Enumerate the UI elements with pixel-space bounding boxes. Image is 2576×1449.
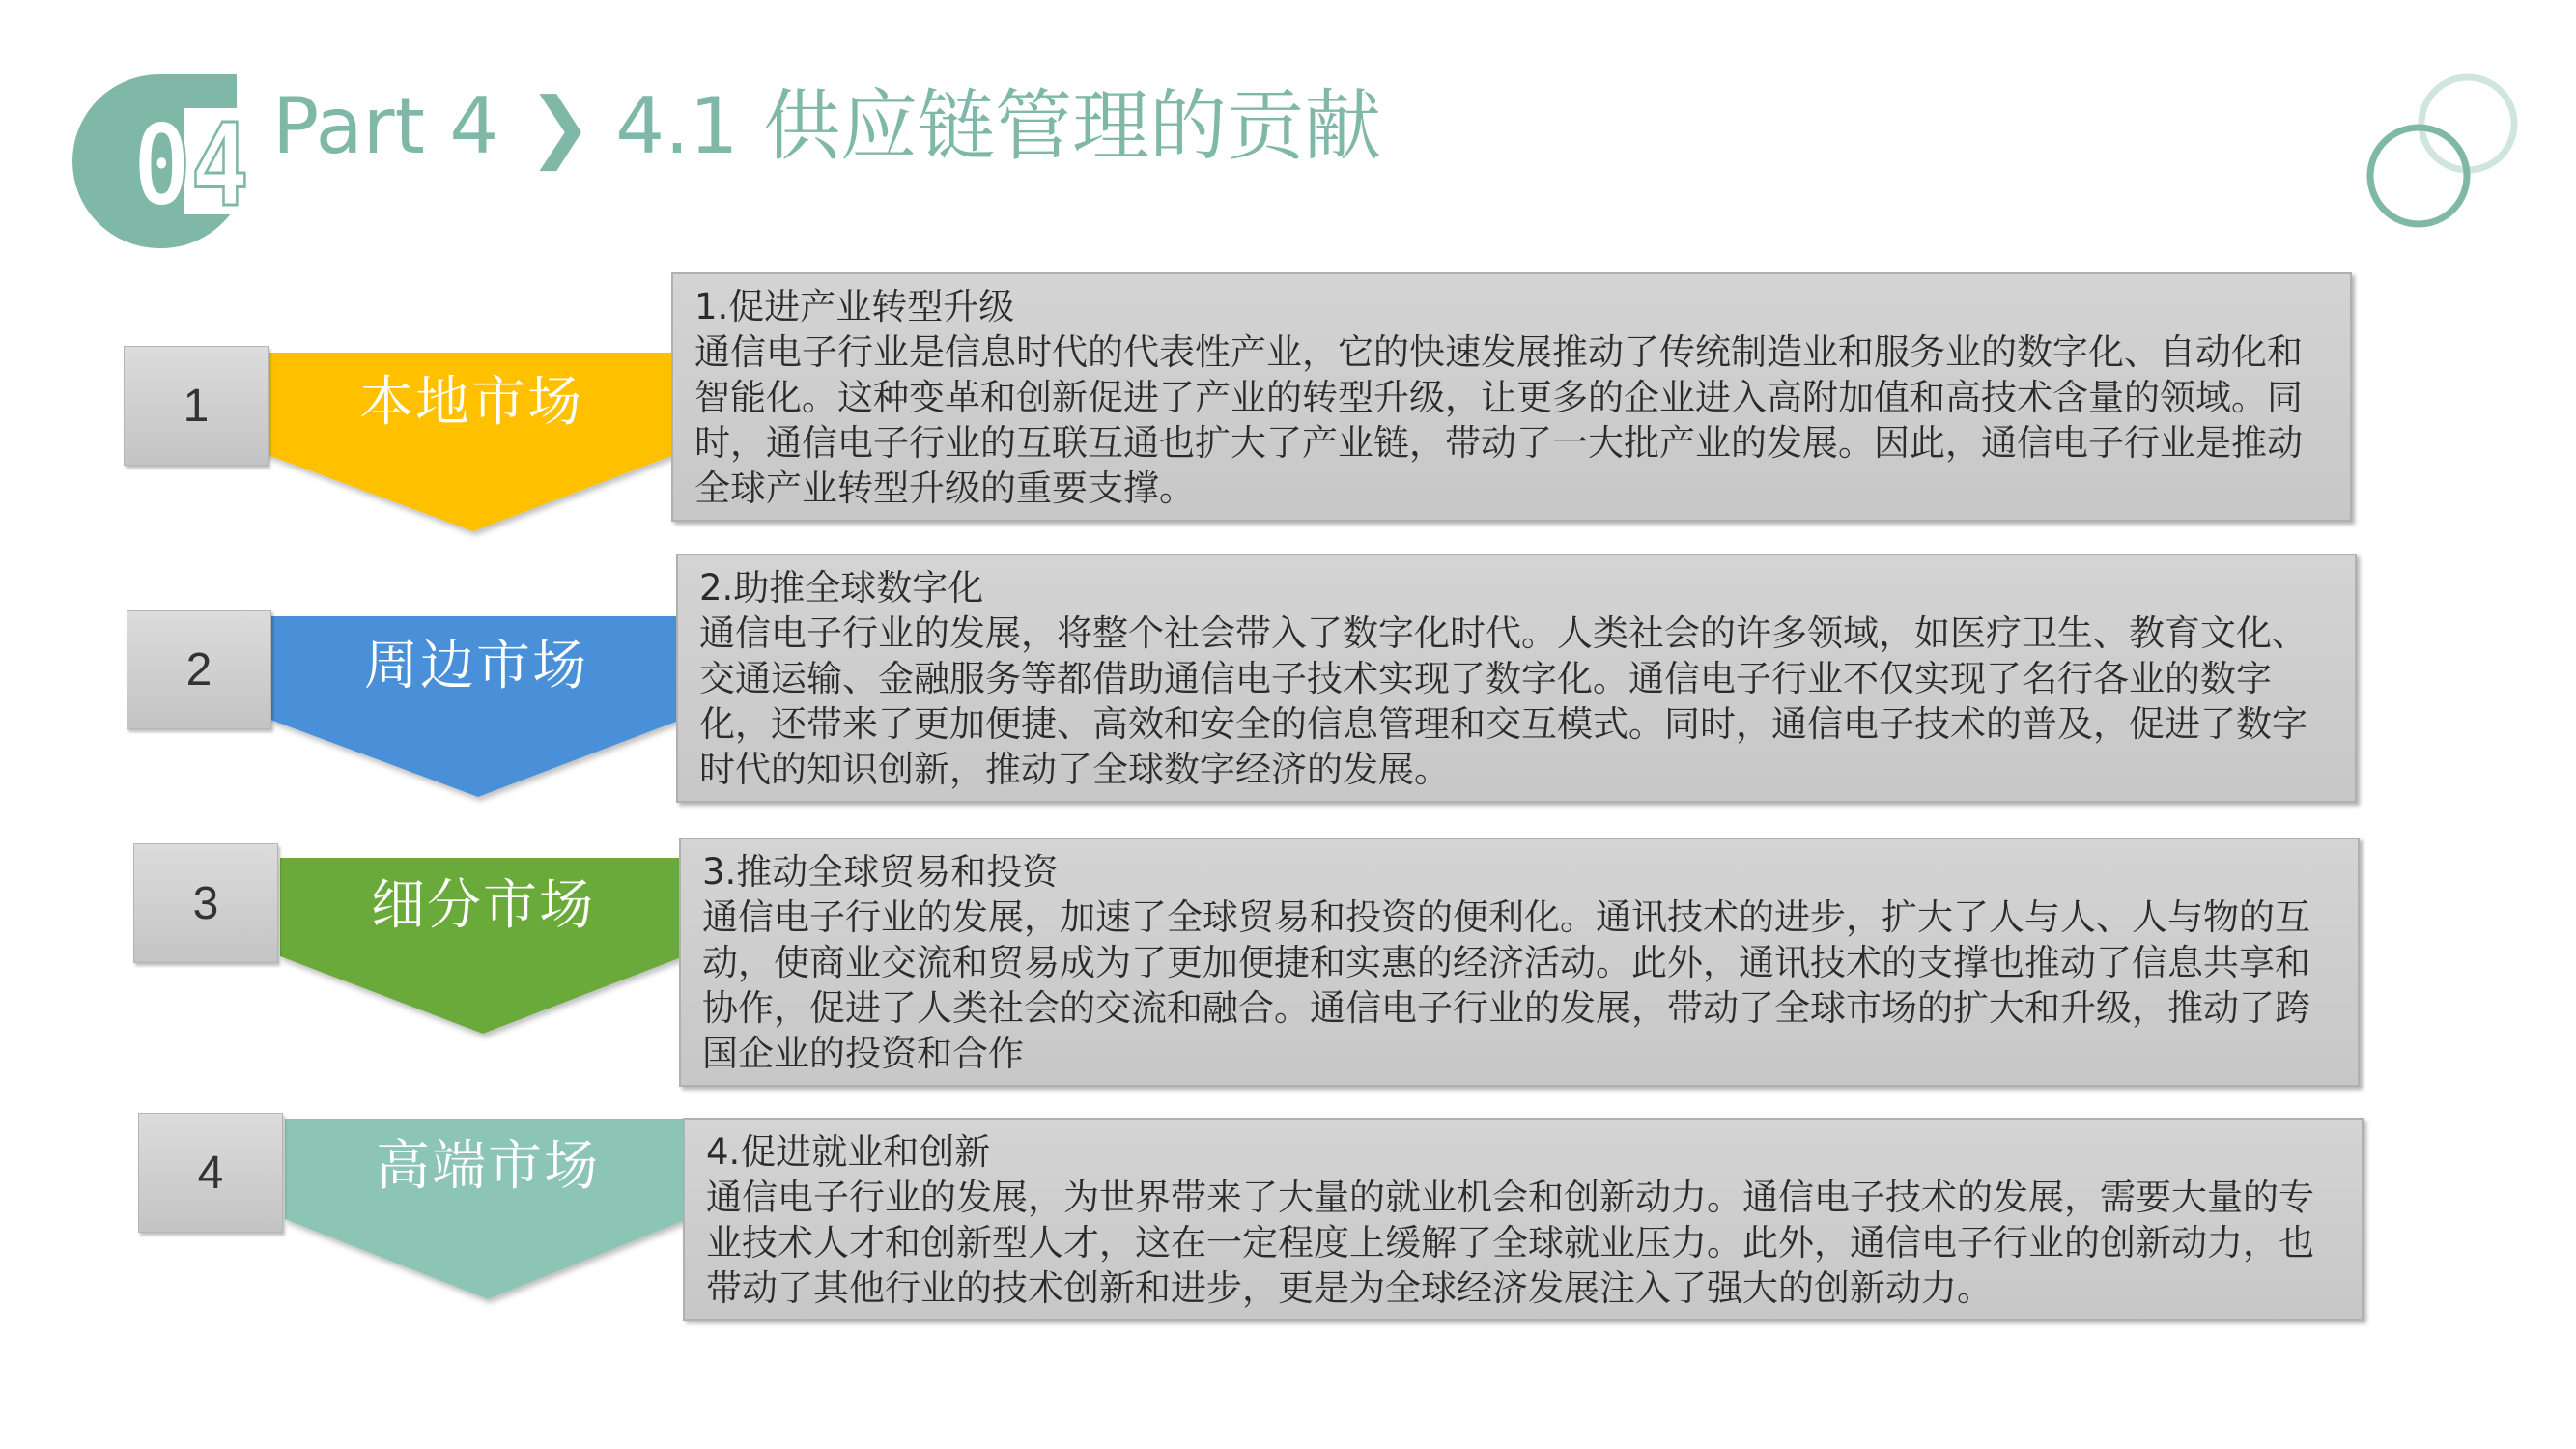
- card-heading-1: 1.促进产业转型升级: [694, 286, 1015, 327]
- item-number-1: 1: [124, 346, 269, 466]
- market-label-1: 本地市场: [359, 371, 583, 434]
- content-card-4: [683, 1118, 2364, 1321]
- section-title: 4.1 供应链管理的贡献: [615, 81, 1381, 171]
- card-heading-2: 2.助推全球数字化: [699, 567, 984, 609]
- market-label-2: 周边市场: [364, 635, 588, 697]
- part-label: Part 4: [272, 81, 499, 171]
- item-number-2: 2: [127, 610, 271, 729]
- card-heading-4: 4.促进就业和创新: [706, 1131, 991, 1173]
- card-body-3: 通信电子行业的发展，加速了全球贸易和投资的便利化。通讯技术的进步，扩大了人与人、人与物的互动，使商业交流和贸易成为了更加便捷和实惠的经济活动。此外，通讯技术的支撑也推动了信息共享和协作，促进了人类社会的交流和融合。通信电子行业的发展，带动了全球市场的扩大和升级，推动了跨国企业的投资和合作: [702, 896, 2310, 1074]
- badge-number: 04: [132, 99, 249, 233]
- content-card-3: [679, 838, 2360, 1087]
- item-number-4: 4: [138, 1113, 283, 1233]
- card-body-4: 通信电子行业的发展，为世界带来了大量的就业机会和创新动力。通信电子技术的发展，需要大量的专业技术人才和创新型人才，这在一定程度上缓解了全球就业压力。此外，通信电子行业的创新动力，也带动了其他行业的技术创新和进步，更是为全球经济发展注入了强大的创新动力。: [706, 1177, 2314, 1309]
- card-body-1: 通信电子行业是信息时代的代表性产业，它的快速发展推动了传统制造业和服务业的数字化、自动化和智能化。这种变革和创新促进了产业的转型升级，让更多的企业进入高附加值和高技术含量的领域。同时，通信电子行业的互联互通也扩大了产业链，带动了一大批产业的发展。因此，通信电子行业是推动全球产业转型升级的重要支撑。: [694, 331, 2303, 509]
- content-card-1: [671, 272, 2352, 522]
- chevron-right-icon: ❯: [527, 81, 593, 171]
- market-label-4: 高端市场: [376, 1135, 600, 1198]
- content-card-2: [676, 554, 2357, 803]
- market-label-3: 细分市场: [371, 874, 595, 937]
- card-body-2: 通信电子行业的发展，将整个社会带入了数字化时代。人类社会的许多领域，如医疗卫生、教育文化、交通运输、金融服务等都借助通信电子技术实现了数字化。通信电子行业不仅实现了名行各业的数字化，还带来了更加便捷、高效和安全的信息管理和交互模式。同时，通信电子技术的普及，促进了数字时代的知识创新，推动了全球数字经济的发展。: [699, 612, 2307, 790]
- item-number-3: 3: [133, 843, 278, 963]
- card-heading-3: 3.推动全球贸易和投资: [702, 851, 1059, 893]
